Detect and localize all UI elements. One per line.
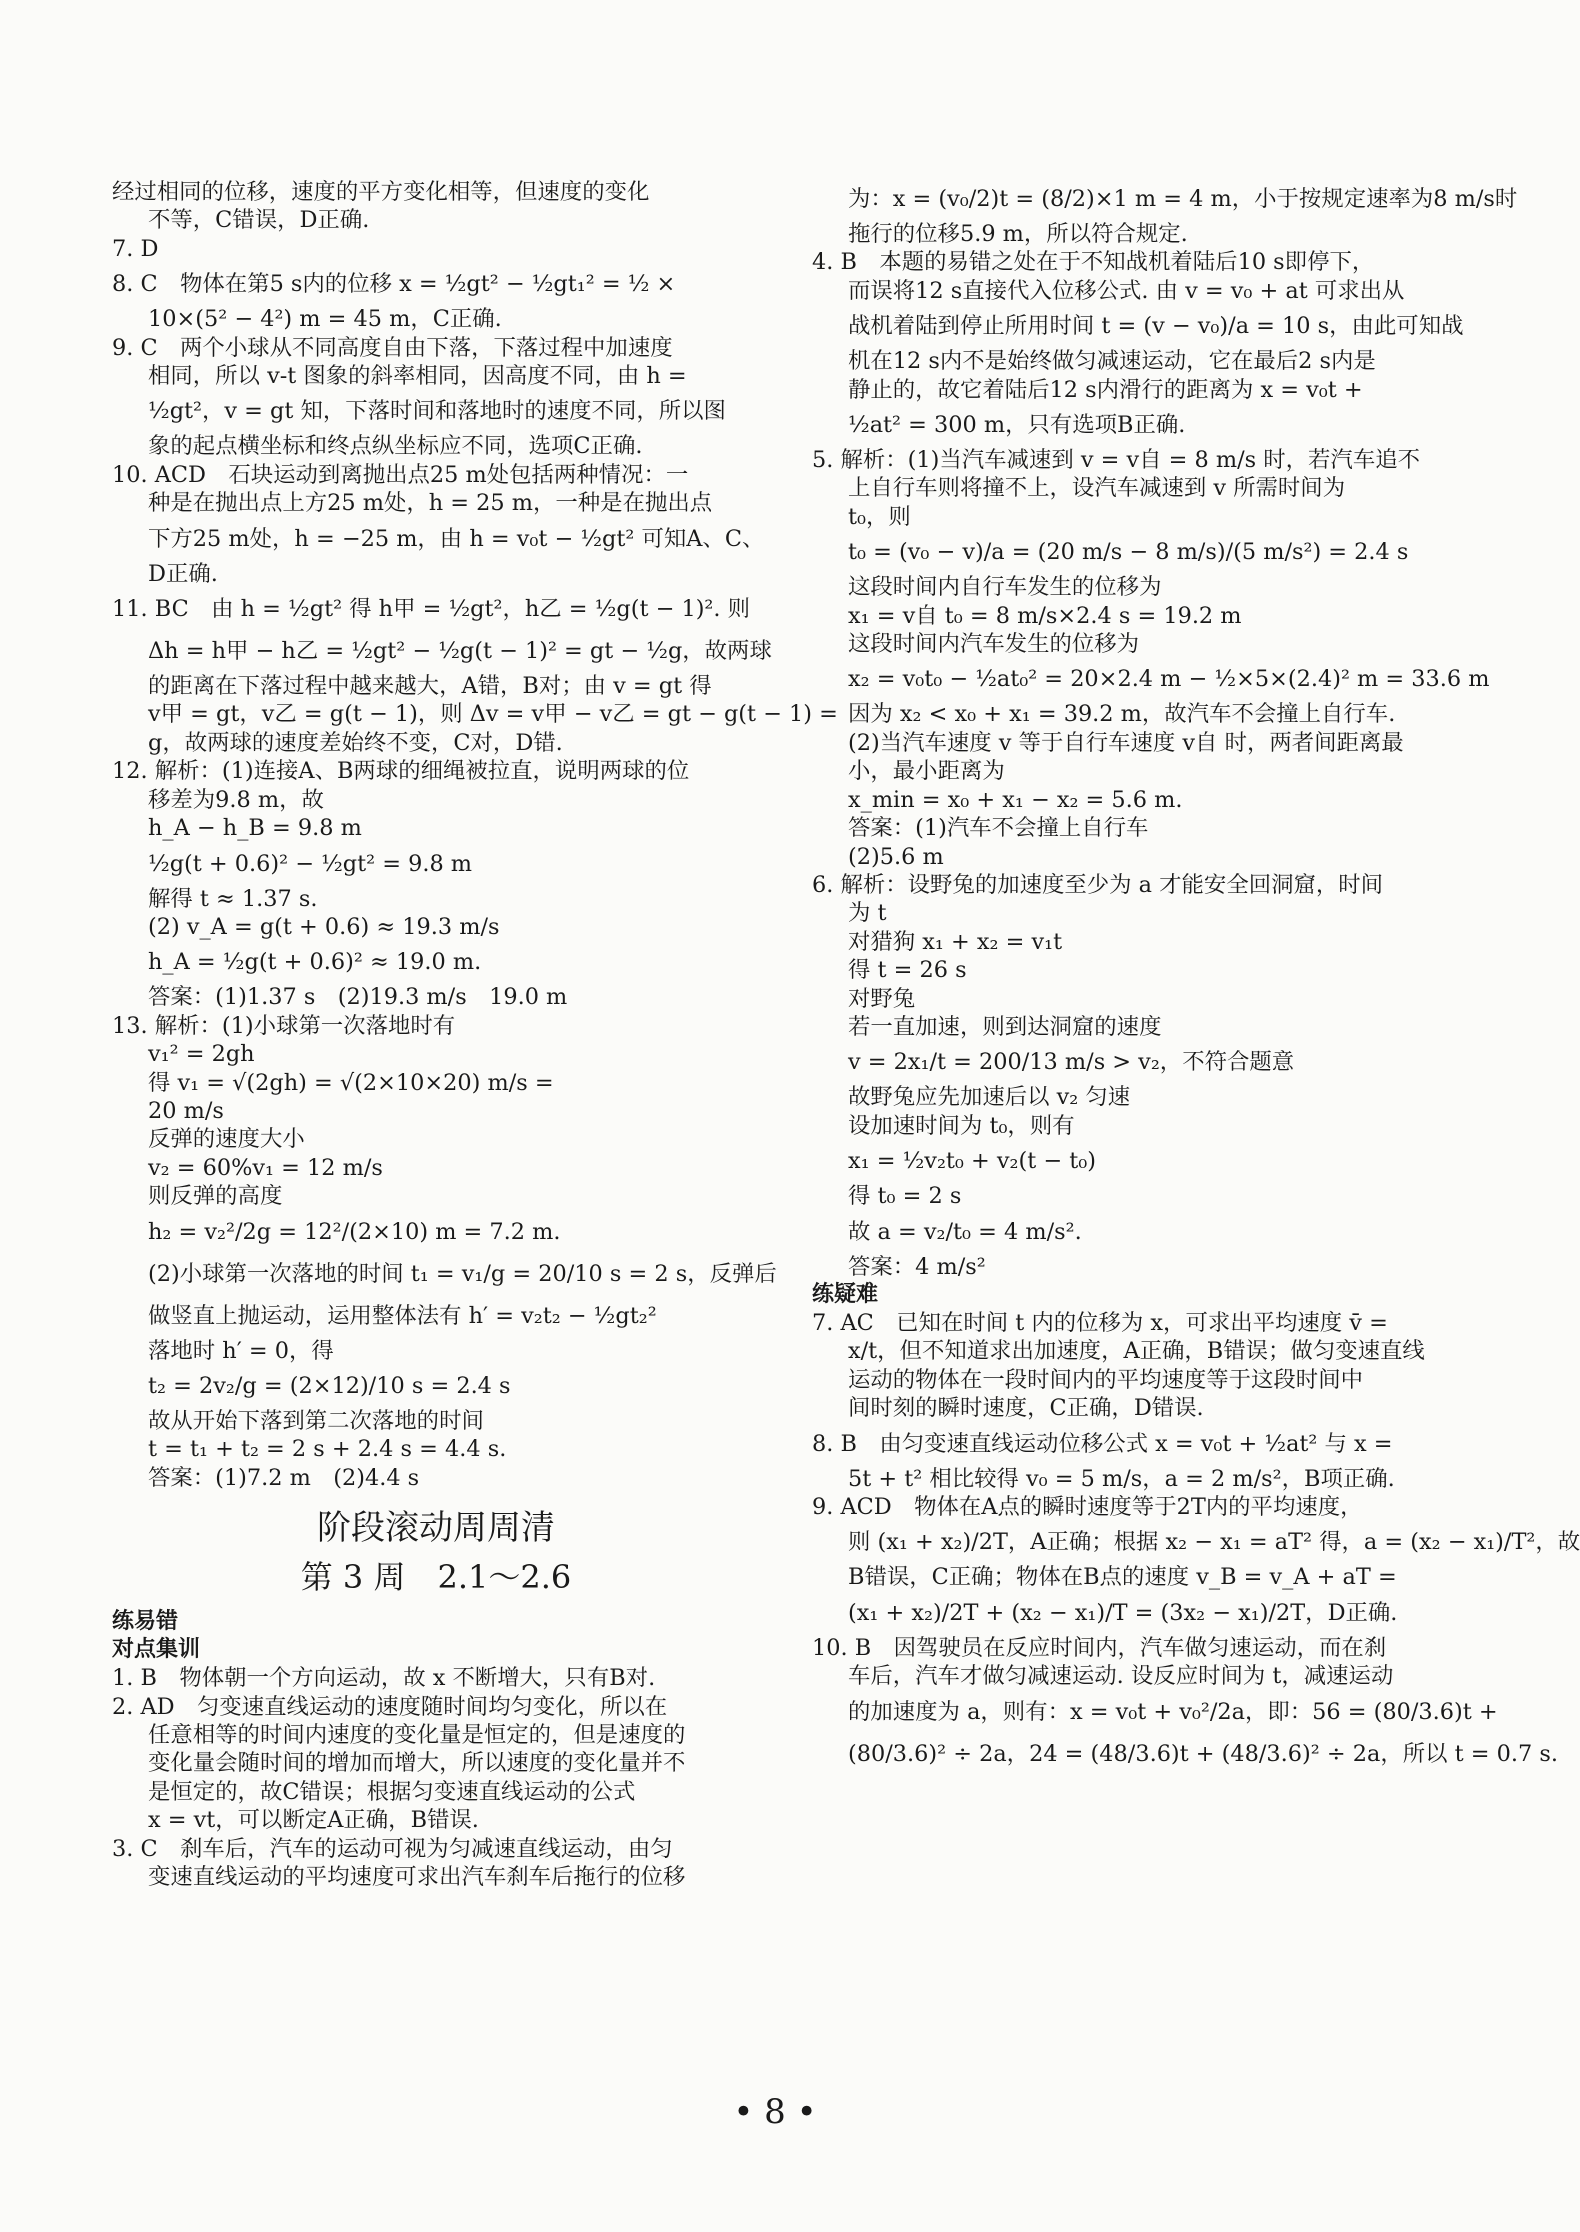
formula-line: 则 (x₁ + x₂)/2T，A正确；根据 x₂ − x₁ = aT² 得，a = (x₂ − x₁)/T²，故 xyxy=(848,1529,1580,1556)
answer-summary: 答案：(1)7.2 m (2)4.4 s xyxy=(148,1464,420,1491)
text-line: 因为 x₂ < x₀ + x₁ = 39.2 m，故汽车不会撞上自行车. xyxy=(848,701,1396,728)
week-title: 第 3 周 2.1～2.6 xyxy=(300,1558,572,1597)
text-line: 为 t xyxy=(848,900,887,927)
text-line: 是恒定的，故C错误；根据匀变速直线运动的公式 xyxy=(148,1778,636,1805)
answer-10: 10. ACD 石块运动到离抛出点25 m处包括两种情况：一 xyxy=(112,461,689,488)
answer-5: 5. 解析：(1)当汽车减速到 v = v自 = 8 m/s 时，若汽车追不 xyxy=(812,447,1420,474)
formula-line: (80/3.6)² ÷ 2a，24 = (48/3.6)t + (48/3.6)² ÷ 2a，所以 t = 0.7 s. xyxy=(848,1740,1558,1767)
left-column xyxy=(112,178,838,1891)
text-line: 经过相同的位移，速度的平方变化相等，但速度的变化 xyxy=(112,179,650,205)
text-line: 的距离在下落过程中越来越大，A错，B对；由 v = gt 得 xyxy=(148,673,712,700)
formula-line: 对猎狗 x₁ + x₂ = v₁t xyxy=(848,928,1063,955)
text-line: D正确. xyxy=(148,560,218,587)
answer-7: 7. D xyxy=(112,235,159,262)
heading-practice-difficult: 练疑难 xyxy=(812,1281,879,1307)
answer-10: 10. B 因驾驶员在反应时间内，汽车做匀速运动，而在刹 xyxy=(812,1634,1387,1661)
answer-summary: 答案：(1)1.37 s (2)19.3 m/s 19.0 m xyxy=(148,984,568,1011)
formula-line: 20 m/s xyxy=(148,1097,224,1124)
text-line: (2)当汽车速度 v 等于自行车速度 v自 时，两者间距离最 xyxy=(848,729,1404,756)
text-line: 变速直线运动的平均速度可求出汽车刹车后拖行的位移 xyxy=(148,1864,686,1891)
formula-line: x₁ = ½v₂t₀ + v₂(t − t₀) xyxy=(848,1148,1096,1175)
text-line: 静止的，故它着陆后12 s内滑行的距离为 x = v₀t + xyxy=(848,376,1363,403)
formula-line: t₀ = (v₀ − v)/a = (20 m/s − 8 m/s)/(5 m/s²) = 2.4 s xyxy=(848,539,1409,566)
text-line: 相同，所以 v-t 图象的斜率相同，因高度不同，由 h = xyxy=(148,363,687,390)
formula-line: v₂ = 60%v₁ = 12 m/s xyxy=(148,1154,383,1181)
answer-summary: 答案：4 m/s² xyxy=(848,1253,986,1280)
formula-line: (x₁ + x₂)/2T + (x₂ − x₁)/T = (3x₂ − x₁)/2T，D正确. xyxy=(848,1599,1398,1626)
text-line: 变化量会随时间的增加而增大，所以速度的变化量并不 xyxy=(148,1750,686,1777)
answer-7: 7. AC 已知在时间 t 内的位移为 x，可求出平均速度 v̄ = xyxy=(812,1309,1388,1336)
answer-11: 11. BC 由 h = ½gt² 得 h甲 = ½gt²，h乙 = ½g(t − 1)². 则 xyxy=(112,596,751,623)
formula-line: (2)小球第一次落地的时间 t₁ = v₁/g = 20/10 s = 2 s，反弹后 xyxy=(148,1260,777,1287)
text-line: 车后，汽车才做匀减速运动. 设反应时间为 t，减速运动 xyxy=(848,1663,1394,1690)
text-line: 落地时 h′ = 0，得 xyxy=(148,1337,334,1364)
answer-12: 12. 解析：(1)连接A、B两球的细绳被拉直，说明两球的位 xyxy=(112,758,690,785)
text-line: t₀，则 xyxy=(848,503,911,530)
answer-9: 9. ACD 物体在A点的瞬时速度等于2T内的平均速度， xyxy=(812,1494,1363,1520)
text-line: 运动的物体在一段时间内的平均速度等于这段时间中 xyxy=(848,1366,1363,1393)
text-line: 设加速时间为 t₀，则有 xyxy=(848,1112,1075,1139)
text-line: 则反弹的高度 xyxy=(148,1183,283,1210)
formula-line: (2) v_A = g(t + 0.6) ≈ 19.3 m/s xyxy=(148,913,500,940)
text-line: B错误，C正确；物体在B点的速度 v_B = v_A + aT = xyxy=(848,1564,1397,1591)
text-line: 拖行的位移5.9 m，所以符合规定. xyxy=(848,221,1188,247)
formula-line: 战机着陆到停止所用时间 t = (v − v₀)/a = 10 s，由此可知战 xyxy=(848,313,1464,340)
formula-line: h₂ = v₂²/2g = 12²/(2×10) m = 7.2 m. xyxy=(148,1218,561,1245)
formula-line: t = t₁ + t₂ = 2 s + 2.4 s = 4.4 s. xyxy=(148,1436,507,1463)
text-line: x = vt，可以断定A正确，B错误. xyxy=(148,1807,479,1834)
formula-line: t₂ = 2v₂/g = (2×12)/10 s = 2.4 s xyxy=(148,1372,511,1399)
text-line: g，故两球的速度差始终不变，C对，D错. xyxy=(148,729,563,756)
page-number: • 8 • xyxy=(733,2092,817,2132)
text-line: 上自行车则将撞不上，设汽车减速到 v 所需时间为 xyxy=(848,475,1346,502)
formula-line: ½g(t + 0.6)² − ½gt² = 9.8 m xyxy=(148,850,473,877)
formula-line: 故 a = v₂/t₀ = 4 m/s². xyxy=(848,1218,1082,1245)
text-line: 而误将12 s直接代入位移公式. 由 v = v₀ + at 可求出从 xyxy=(848,277,1405,304)
text-line: 象的起点横坐标和终点纵坐标应不同，选项C正确. xyxy=(148,433,643,460)
formula-line: x₁ = v自 t₀ = 8 m/s×2.4 s = 19.2 m xyxy=(848,602,1242,629)
formula-line: 的加速度为 a，则有：x = v₀t + v₀²/2a，即：56 = (80/3.6)t + xyxy=(848,1698,1498,1725)
text-line: 移差为9.8 m，故 xyxy=(148,786,324,813)
formula-line: ½at² = 300 m，只有选项B正确. xyxy=(848,412,1186,439)
answer-6: 6. 解析：设野兔的加速度至少为 a 才能安全回洞窟，时间 xyxy=(812,871,1384,898)
text-line: 下方25 m处，h = −25 m，由 h = v₀t − ½gt² 可知A、C、 xyxy=(148,525,765,552)
right-column xyxy=(812,178,1580,1775)
heading-targeted-training: 对点集训 xyxy=(112,1637,201,1663)
formula-line: 得 t₀ = 2 s xyxy=(848,1183,962,1210)
text-line: 机在12 s内不是始终做匀减速运动，它在最后2 s内是 xyxy=(848,348,1376,375)
formula-line: 为：x = (v₀/2)t = (8/2)×1 m = 4 m，小于按规定速率为8 m/s时 xyxy=(848,186,1518,212)
answer-summary: 答案：(1)汽车不会撞上自行车 xyxy=(848,815,1149,842)
answer-1: 1. B 物体朝一个方向运动，故 x 不断增大，只有B对. xyxy=(112,1665,656,1692)
formula-line: x₂ = v₀t₀ − ½at₀² = 20×2.4 m − ½×5×(2.4)² m = 33.6 m xyxy=(848,666,1490,693)
text-line: 间时刻的瞬时速度，C正确，D错误. xyxy=(848,1395,1204,1422)
formula-line: 得 t = 26 s xyxy=(848,957,967,984)
text-line: 这段时间内汽车发生的位移为 xyxy=(848,631,1140,658)
answer-8: 8. B 由匀变速直线运动位移公式 x = v₀t + ½at² 与 x = xyxy=(812,1430,1393,1457)
section-title: 阶段滚动周周清 xyxy=(317,1508,555,1549)
heading-practice-errors: 练易错 xyxy=(112,1609,179,1635)
text-line: 故野兔应先加速后以 v₂ 匀速 xyxy=(848,1084,1131,1111)
answer-2: 2. AD 匀变速直线运动的速度随时间均匀变化，所以在 xyxy=(112,1693,668,1720)
answer-summary: (2)5.6 m xyxy=(848,843,944,870)
text-line: Δh = h甲 − h乙 = ½gt² − ½g(t − 1)² = gt − ½g，故两球 xyxy=(148,638,772,665)
formula-line: h_A = ½g(t + 0.6)² ≈ 19.0 m. xyxy=(148,949,482,976)
formula-line: 得 v₁ = √(2gh) = √(2×10×20) m/s = xyxy=(148,1069,554,1096)
text-line: 反弹的速度大小 xyxy=(148,1126,305,1153)
text-line: x/t，但不知道求出加速度，A正确，B错误；做匀变速直线 xyxy=(848,1338,1425,1365)
formula-line: v₁² = 2gh xyxy=(148,1041,255,1068)
answer-3: 3. C 刹车后，汽车的运动可视为匀减速直线运动，由匀 xyxy=(112,1835,673,1862)
text-line: 若一直加速，则到达洞窟的速度 xyxy=(848,1013,1162,1040)
text-line: 任意相等的时间内速度的变化量是恒定的，但是速度的 xyxy=(148,1722,686,1748)
text-line: 10×(5² − 4²) m = 45 m，C正确. xyxy=(148,306,502,333)
formula-line: 解得 t ≈ 1.37 s. xyxy=(148,885,318,912)
text-line: 种是在抛出点上方25 m处，h = 25 m，一种是在抛出点 xyxy=(148,490,713,517)
answer-8: 8. C 物体在第5 s内的位移 x = ½gt² − ½gt₁² = ½ × xyxy=(112,271,676,298)
text-line: ½gt²，v = gt 知，下落时间和落地时的速度不同，所以图 xyxy=(148,398,726,425)
formula-line: v = 2x₁/t = 200/13 m/s > v₂，不符合题意 xyxy=(848,1049,1295,1076)
formula-line: h_A − h_B = 9.8 m xyxy=(148,815,362,842)
text-line: 对野兔 xyxy=(848,985,916,1012)
answer-4: 4. B 本题的易错之处在于不知战机着陆后10 s即停下， xyxy=(812,249,1375,276)
answer-13: 13. 解析：(1)小球第一次落地时有 xyxy=(112,1012,456,1039)
formula-line: x_min = x₀ + x₁ − x₂ = 5.6 m. xyxy=(848,786,1183,813)
text-line: 故从开始下落到第二次落地的时间 xyxy=(148,1407,484,1434)
text-line: 小，最小距离为 xyxy=(848,758,1005,785)
text-line: 不等，C错误，D正确. xyxy=(148,207,370,234)
text-line: 5t + t² 相比较得 v₀ = 5 m/s，a = 2 m/s²，B项正确. xyxy=(848,1465,1395,1492)
text-line: 这段时间内自行车发生的位移为 xyxy=(848,574,1162,601)
formula-line: 做竖直上抛运动，运用整体法有 h′ = v₂t₂ − ½gt₂² xyxy=(148,1302,657,1329)
answer-9: 9. C 两个小球从不同高度自由下落，下落过程中加速度 xyxy=(112,334,673,361)
text-line: v甲 = gt，v乙 = g(t − 1)，则 Δv = v甲 − v乙 = gt − g(t − 1) = xyxy=(148,701,838,728)
